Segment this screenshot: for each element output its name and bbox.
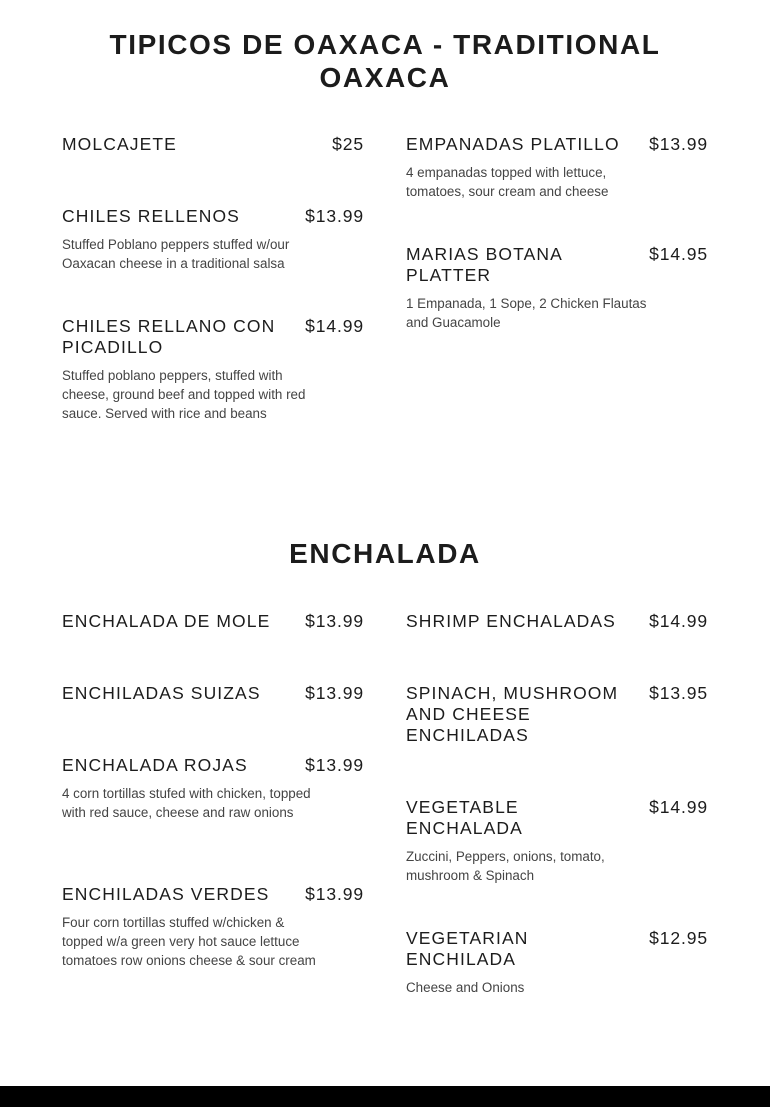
section-title-tipicos: TIPICOS DE OAXACA - TRADITIONAL OAXACA: [109, 29, 661, 93]
item-description: Stuffed Poblano peppers stuffed w/our Oaxacan cheese in a traditional salsa: [62, 237, 290, 271]
footer-bar: [0, 1086, 770, 1107]
item-description: 4 empanadas topped with lettuce, tomatoes, sour cream and cheese: [406, 165, 609, 199]
item-description: 1 Empanada, 1 Sope, 2 Chicken Flautas and Guacamole: [406, 296, 647, 330]
item-description: Stuffed poblano peppers, stuffed with cheese, ground beef and topped with red sauce. Served with rice and beans: [62, 368, 306, 421]
item-name: ENCHILADAS VERDES: [62, 884, 270, 904]
menu-item: [62, 884, 364, 970]
item-price: $13.99: [305, 884, 364, 904]
item-price: $14.95: [649, 244, 708, 264]
item-name: ENCHALADA ROJAS: [62, 755, 248, 775]
item-name: ENCHILADAS SUIZAS: [62, 683, 261, 703]
menu-item: [406, 244, 708, 332]
item-price: $13.99: [305, 206, 364, 226]
item-description: 4 corn tortillas stufed with chicken, topped with red sauce, cheese and raw onions: [62, 786, 311, 820]
menu-item: [62, 206, 364, 273]
item-description: Four corn tortillas stuffed w/chicken & topped w/a green very hot sauce lettuce tomatoes row onions cheese & sour cream: [62, 915, 316, 968]
item-price: $13.99: [305, 611, 364, 631]
item-name: SPINACH, MUSHROOM AND CHEESE ENCHILADAS: [406, 683, 619, 745]
item-price: $14.99: [649, 797, 708, 817]
menu-item: [62, 611, 364, 632]
item-name: VEGETABLE ENCHALADA: [406, 797, 523, 838]
item-price: $13.99: [305, 683, 364, 703]
item-description: Zuccini, Peppers, onions, tomato, mushroom & Spinach: [406, 849, 605, 883]
menu-item: [406, 611, 708, 632]
menu-item: [62, 755, 364, 822]
item-name: MARIAS BOTANA PLATTER: [406, 244, 562, 285]
section-title-enchalada: ENCHALADA: [289, 538, 481, 569]
item-name: MOLCAJETE: [62, 134, 177, 154]
item-name: VEGETARIAN ENCHILADA: [406, 928, 529, 969]
item-name: EMPANADAS PLATILLO: [406, 134, 620, 154]
item-name: CHILES RELLANO CON PICADILLO: [62, 316, 276, 357]
item-description: Cheese and Onions: [406, 980, 525, 995]
menu-item: [62, 134, 364, 155]
item-name: ENCHALADA DE MOLE: [62, 611, 271, 631]
menu-item: [406, 134, 708, 201]
item-price: $25: [332, 134, 364, 154]
item-price: $13.95: [649, 683, 708, 703]
item-price: $13.99: [305, 755, 364, 775]
item-name: SHRIMP ENCHALADAS: [406, 611, 616, 631]
item-price: $14.99: [305, 316, 364, 336]
item-price: $14.99: [649, 611, 708, 631]
menu-item: [406, 683, 708, 746]
item-price: $12.95: [649, 928, 708, 948]
menu-item: [406, 928, 708, 997]
menu-item: [62, 316, 364, 423]
menu-item: [406, 797, 708, 885]
item-name: CHILES RELLENOS: [62, 206, 240, 226]
item-price: $13.99: [649, 134, 708, 154]
menu-item: [62, 683, 364, 704]
